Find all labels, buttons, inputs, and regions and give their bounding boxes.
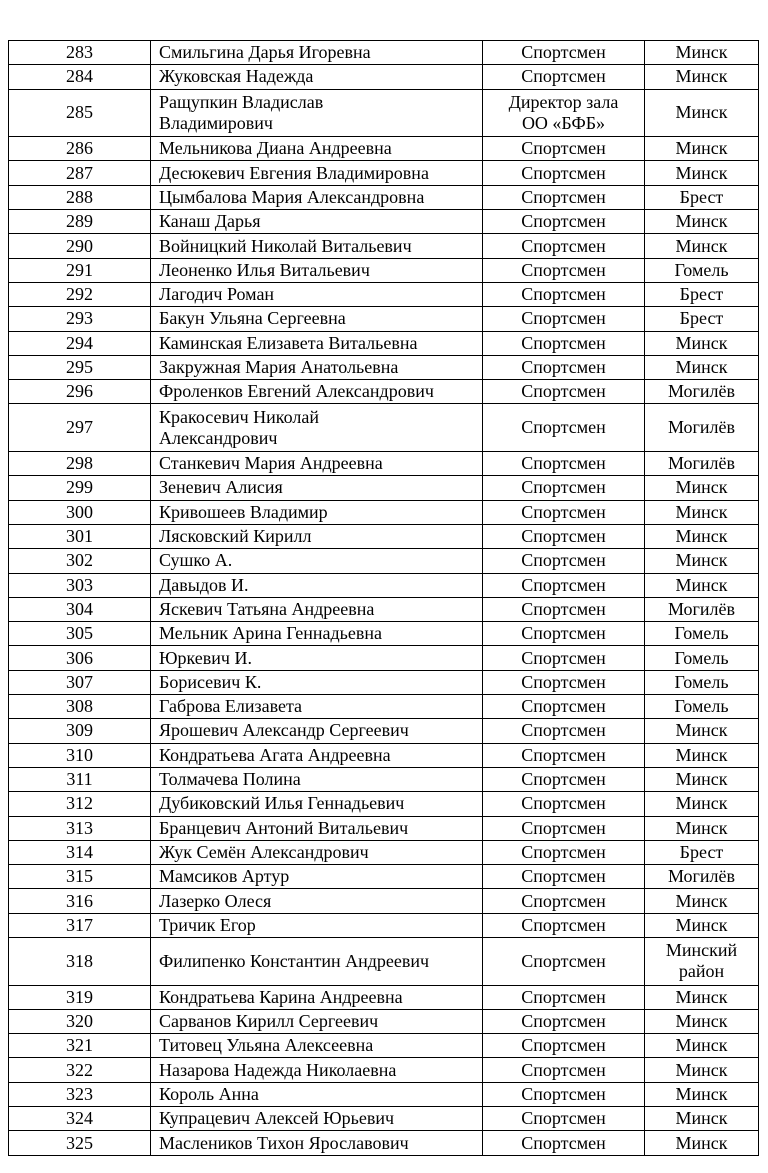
row-number-cell: 296 [9,380,151,404]
role-cell: Спортсмен [483,670,645,694]
row-number-cell: 319 [9,985,151,1009]
city-cell: Минск [645,1058,759,1082]
table-row [9,913,759,937]
role-cell: Спортсмен [483,743,645,767]
person-name-cell: Король Анна [151,1082,483,1106]
city-cell-line-1: Минский [665,940,738,961]
person-name-cell: Купрацевич Алексей Юрьевич [151,1107,483,1131]
role-cell: Спортсмен [483,331,645,355]
role-cell: Спортсмен [483,380,645,404]
row-number-cell: 300 [9,500,151,524]
row-number-cell: 291 [9,258,151,282]
role-cell: Спортсмен [483,622,645,646]
row-number-cell: 304 [9,597,151,621]
table-row [9,646,759,670]
person-name-cell: Давыдов И. [151,573,483,597]
person-name-cell: Мамсиков Артур [151,865,483,889]
person-name-cell: Яскевич Татьяна Андреевна [151,597,483,621]
city-cell: Минск [645,816,759,840]
row-number-cell: 292 [9,282,151,306]
row-number-cell: 285 [9,89,151,137]
role-cell: Спортсмен [483,792,645,816]
role-cell: Спортсмен [483,767,645,791]
role-cell: Спортсмен [483,597,645,621]
person-name-cell: Кондратьева Агата Андреевна [151,743,483,767]
city-cell: Минск [645,719,759,743]
table-row [9,743,759,767]
city-cell: Минск [645,1107,759,1131]
row-number-cell: 302 [9,549,151,573]
person-name-cell: Борисевич К. [151,670,483,694]
role-cell: Спортсмен [483,137,645,161]
row-number-cell: 289 [9,210,151,234]
city-cell [645,937,759,985]
city-cell: Минск [645,500,759,524]
person-name-cell: Жуковская Надежда [151,65,483,89]
person-name-cell-line-1: Кракосевич Николай [159,406,319,427]
person-name-cell: Назарова Надежда Николаевна [151,1058,483,1082]
city-cell: Могилёв [645,865,759,889]
role-cell: Спортсмен [483,524,645,548]
role-cell: Спортсмен [483,840,645,864]
person-name-cell: Юркевич И. [151,646,483,670]
person-name-cell: Маслеников Тихон Ярославович [151,1131,483,1155]
table-row [9,1009,759,1033]
city-cell-line-2: район [678,961,725,982]
person-name-cell: Жук Семён Александрович [151,840,483,864]
role-cell: Спортсмен [483,913,645,937]
person-name-cell: Кондратьева Карина Андреевна [151,985,483,1009]
row-number-cell: 290 [9,234,151,258]
table-row [9,840,759,864]
role-cell: Спортсмен [483,573,645,597]
table-row [9,185,759,209]
row-number-cell: 284 [9,65,151,89]
table-row [9,65,759,89]
person-name-cell: Мельник Арина Геннадьевна [151,622,483,646]
row-number-cell: 311 [9,767,151,791]
city-cell: Брест [645,307,759,331]
role-cell: Спортсмен [483,307,645,331]
row-number-cell: 322 [9,1058,151,1082]
row-number-cell: 321 [9,1034,151,1058]
city-cell: Минск [645,210,759,234]
city-cell: Минск [645,743,759,767]
table-row [9,1131,759,1155]
role-cell: Спортсмен [483,1058,645,1082]
city-cell: Гомель [645,695,759,719]
row-number-cell: 309 [9,719,151,743]
table-row [9,404,759,452]
city-cell: Могилёв [645,404,759,452]
row-number-cell: 287 [9,161,151,185]
role-cell: Спортсмен [483,1009,645,1033]
role-cell: Спортсмен [483,1107,645,1131]
role-cell-line-2: ОО «БФБ» [521,112,606,133]
table-row [9,476,759,500]
person-name-cell: Габрова Елизавета [151,695,483,719]
row-number-cell: 313 [9,816,151,840]
row-number-cell: 316 [9,889,151,913]
city-cell: Брест [645,840,759,864]
person-name-cell: Мельникова Диана Андреевна [151,137,483,161]
table-row [9,573,759,597]
row-number-cell: 314 [9,840,151,864]
row-number-cell: 286 [9,137,151,161]
role-cell: Спортсмен [483,1082,645,1106]
row-number-cell: 318 [9,937,151,985]
city-cell: Гомель [645,622,759,646]
person-name-cell: Толмачева Полина [151,767,483,791]
person-name-cell: Дубиковский Илья Геннадьевич [151,792,483,816]
city-cell: Гомель [645,670,759,694]
row-number-cell: 325 [9,1131,151,1155]
row-number-cell: 303 [9,573,151,597]
person-name-cell: Станкевич Мария Андреевна [151,452,483,476]
person-name-cell: Фроленков Евгений Александрович [151,380,483,404]
city-cell: Минск [645,549,759,573]
table-row [9,767,759,791]
person-name-cell: Цымбалова Мария Александровна [151,185,483,209]
row-number-cell: 294 [9,331,151,355]
row-number-cell: 306 [9,646,151,670]
row-number-cell: 283 [9,41,151,65]
table-row [9,258,759,282]
table-row [9,719,759,743]
table-row [9,937,759,985]
person-name-cell: Леоненко Илья Витальевич [151,258,483,282]
city-cell: Минск [645,1082,759,1106]
role-cell: Спортсмен [483,646,645,670]
person-name-cell: Каминская Елизавета Витальевна [151,331,483,355]
table-row [9,695,759,719]
city-cell: Могилёв [645,452,759,476]
city-cell: Минск [645,65,759,89]
table-row [9,282,759,306]
table-row [9,816,759,840]
person-name-cell: Ярошевич Александр Сергеевич [151,719,483,743]
person-name-cell: Десюкевич Евгения Владимировна [151,161,483,185]
city-cell: Минск [645,137,759,161]
person-name-cell [151,89,483,137]
role-cell: Спортсмен [483,258,645,282]
person-name-cell: Закружная Мария Анатольевна [151,355,483,379]
role-cell: Спортсмен [483,719,645,743]
table-row [9,1107,759,1131]
person-name-cell-line-2: Владимирович [159,112,273,133]
row-number-cell: 297 [9,404,151,452]
table-row [9,89,759,137]
person-name-cell: Титовец Ульяна Алексеевна [151,1034,483,1058]
person-name-cell: Сарванов Кирилл Сергеевич [151,1009,483,1033]
table-row [9,985,759,1009]
city-cell: Могилёв [645,597,759,621]
city-cell: Минск [645,767,759,791]
role-cell: Спортсмен [483,937,645,985]
person-name-cell: Зеневич Алисия [151,476,483,500]
table-row [9,670,759,694]
role-cell: Спортсмен [483,234,645,258]
table-row [9,452,759,476]
city-cell: Минск [645,331,759,355]
city-cell: Минск [645,1131,759,1155]
row-number-cell: 323 [9,1082,151,1106]
person-name-cell: Бранцевич Антоний Витальевич [151,816,483,840]
row-number-cell: 293 [9,307,151,331]
city-cell: Минск [645,1009,759,1033]
person-name-cell: Тричик Егор [151,913,483,937]
role-cell: Спортсмен [483,41,645,65]
row-number-cell: 298 [9,452,151,476]
row-number-cell: 312 [9,792,151,816]
person-name-cell: Войницкий Николай Витальевич [151,234,483,258]
table-row [9,1034,759,1058]
person-name-cell [151,404,483,452]
row-number-cell: 308 [9,695,151,719]
row-number-cell: 299 [9,476,151,500]
role-cell: Спортсмен [483,476,645,500]
city-cell: Минск [645,985,759,1009]
role-cell: Спортсмен [483,816,645,840]
person-name-cell: Кривошеев Владимир [151,500,483,524]
city-cell: Минск [645,355,759,379]
table-row [9,792,759,816]
person-name-cell: Филипенко Константин Андреевич [151,937,483,985]
role-cell: Спортсмен [483,185,645,209]
table-row [9,161,759,185]
role-cell: Спортсмен [483,355,645,379]
person-name-cell-line-1: Ращупкин Владислав [159,91,324,112]
role-cell: Спортсмен [483,695,645,719]
person-name-cell: Бакун Ульяна Сергеевна [151,307,483,331]
table-row [9,234,759,258]
role-cell-line-1: Директор зала [508,91,619,112]
city-cell: Гомель [645,258,759,282]
city-cell: Минск [645,889,759,913]
person-name-cell: Лагодич Роман [151,282,483,306]
person-name-cell: Канаш Дарья [151,210,483,234]
role-cell: Спортсмен [483,210,645,234]
role-cell: Спортсмен [483,889,645,913]
table-row [9,597,759,621]
role-cell: Спортсмен [483,282,645,306]
table-row [9,331,759,355]
role-cell: Спортсмен [483,161,645,185]
role-cell [483,89,645,137]
person-name-cell-line-2: Александрович [159,427,278,448]
row-number-cell: 301 [9,524,151,548]
row-number-cell: 295 [9,355,151,379]
table-row [9,524,759,548]
table-row [9,549,759,573]
city-cell: Минск [645,161,759,185]
row-number-cell: 288 [9,185,151,209]
role-cell: Спортсмен [483,985,645,1009]
person-name-cell: Смильгина Дарья Игоревна [151,41,483,65]
row-number-cell: 310 [9,743,151,767]
person-name-cell: Лазерко Олеся [151,889,483,913]
city-cell: Минск [645,573,759,597]
city-cell: Минск [645,41,759,65]
city-cell: Могилёв [645,380,759,404]
role-cell: Спортсмен [483,500,645,524]
row-number-cell: 324 [9,1107,151,1131]
role-cell: Спортсмен [483,865,645,889]
table-row [9,210,759,234]
city-cell: Минск [645,913,759,937]
city-cell: Гомель [645,646,759,670]
row-number-cell: 315 [9,865,151,889]
table-row [9,1058,759,1082]
role-cell: Спортсмен [483,65,645,89]
table-row [9,380,759,404]
participants-table-body [9,41,759,1156]
table-row [9,865,759,889]
city-cell: Минск [645,89,759,137]
city-cell: Минск [645,476,759,500]
participants-table [8,40,759,1156]
table-row [9,622,759,646]
row-number-cell: 305 [9,622,151,646]
city-cell: Брест [645,185,759,209]
role-cell: Спортсмен [483,549,645,573]
table-row [9,41,759,65]
city-cell: Минск [645,792,759,816]
person-name-cell: Сушко А. [151,549,483,573]
table-row [9,889,759,913]
city-cell: Минск [645,1034,759,1058]
row-number-cell: 307 [9,670,151,694]
row-number-cell: 317 [9,913,151,937]
city-cell: Минск [645,234,759,258]
city-cell: Брест [645,282,759,306]
table-row [9,307,759,331]
person-name-cell: Лясковский Кирилл [151,524,483,548]
table-row [9,137,759,161]
role-cell: Спортсмен [483,1034,645,1058]
city-cell: Минск [645,524,759,548]
table-row [9,1082,759,1106]
table-row [9,500,759,524]
row-number-cell: 320 [9,1009,151,1033]
role-cell: Спортсмен [483,452,645,476]
role-cell: Спортсмен [483,404,645,452]
role-cell: Спортсмен [483,1131,645,1155]
table-row [9,355,759,379]
